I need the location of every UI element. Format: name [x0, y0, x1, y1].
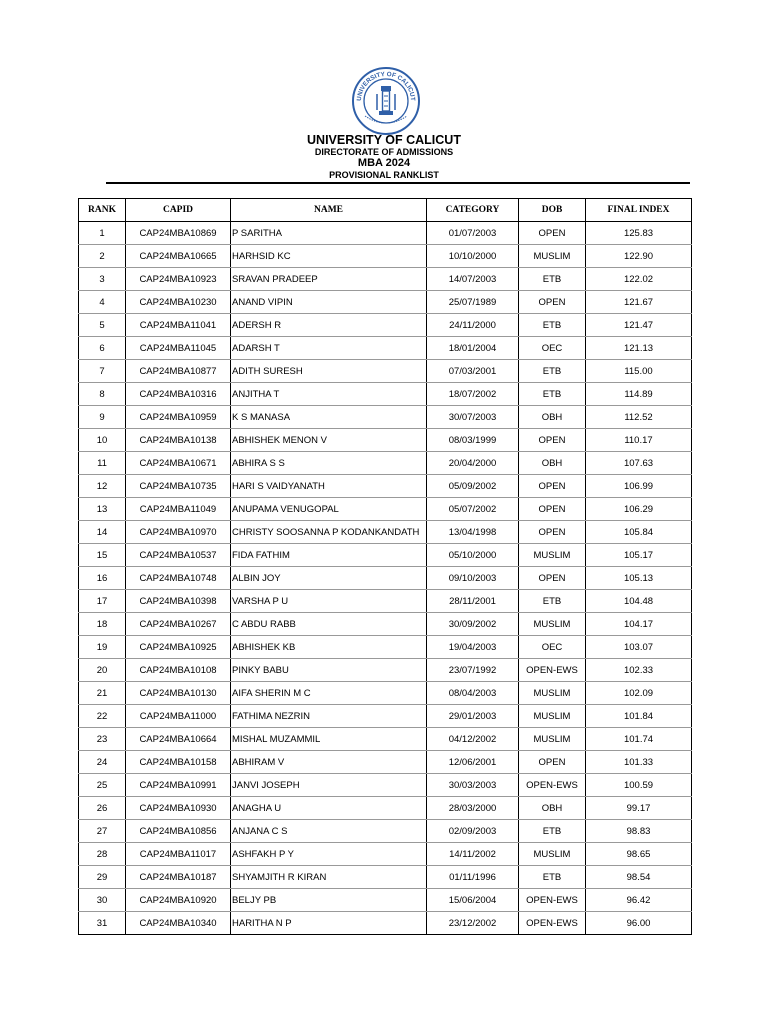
- date-cell: 14/11/2002: [427, 843, 519, 866]
- capid-cell: CAP24MBA10856: [126, 820, 231, 843]
- date-cell: 14/07/2003: [427, 268, 519, 291]
- rank-cell: 5: [79, 314, 126, 337]
- capid-cell: CAP24MBA10398: [126, 590, 231, 613]
- table-row: [79, 245, 692, 268]
- capid-cell: CAP24MBA10267: [126, 613, 231, 636]
- final-index-cell: 99.17: [586, 797, 692, 820]
- table-row: [79, 475, 692, 498]
- name-cell: SRAVAN PRADEEP: [231, 268, 427, 291]
- capid-cell: CAP24MBA10970: [126, 521, 231, 544]
- table-row: [79, 498, 692, 521]
- category-cell: OBH: [519, 406, 586, 429]
- rank-cell: 6: [79, 337, 126, 360]
- name-cell: CHRISTY SOOSANNA P KODANKANDATH: [231, 521, 427, 544]
- capid-cell: CAP24MBA10869: [126, 222, 231, 245]
- date-cell: 30/07/2003: [427, 406, 519, 429]
- date-cell: 08/03/1999: [427, 429, 519, 452]
- date-cell: 23/07/1992: [427, 659, 519, 682]
- table-row: [79, 728, 692, 751]
- table-row: [79, 705, 692, 728]
- capid-cell: CAP24MBA11041: [126, 314, 231, 337]
- category-cell: ETB: [519, 383, 586, 406]
- column-header-dob: DOB: [519, 199, 586, 222]
- final-index-cell: 122.90: [586, 245, 692, 268]
- name-cell: ANAND VIPIN: [231, 291, 427, 314]
- category-cell: OPEN: [519, 498, 586, 521]
- capid-cell: CAP24MBA11045: [126, 337, 231, 360]
- rank-cell: 21: [79, 682, 126, 705]
- date-cell: 05/07/2002: [427, 498, 519, 521]
- name-cell: HARITHA N P: [231, 912, 427, 935]
- column-header-capid: CAPID: [126, 199, 231, 222]
- directorate-title: DIRECTORATE OF ADMISSIONS: [314, 147, 454, 157]
- name-cell: ALBIN JOY: [231, 567, 427, 590]
- name-cell: SHYAMJITH R KIRAN: [231, 866, 427, 889]
- table-row: [79, 590, 692, 613]
- category-cell: OPEN-EWS: [519, 774, 586, 797]
- capid-cell: CAP24MBA10340: [126, 912, 231, 935]
- ranklist-title: PROVISIONAL RANKLIST: [329, 170, 439, 180]
- final-index-cell: 115.00: [586, 360, 692, 383]
- rank-cell: 7: [79, 360, 126, 383]
- capid-cell: CAP24MBA10748: [126, 567, 231, 590]
- rank-cell: 12: [79, 475, 126, 498]
- final-index-cell: 102.33: [586, 659, 692, 682]
- capid-cell: CAP24MBA10665: [126, 245, 231, 268]
- date-cell: 08/04/2003: [427, 682, 519, 705]
- name-cell: ABHISHEK KB: [231, 636, 427, 659]
- category-cell: ETB: [519, 866, 586, 889]
- name-cell: C ABDU RABB: [231, 613, 427, 636]
- category-cell: OPEN: [519, 521, 586, 544]
- rank-cell: 22: [79, 705, 126, 728]
- final-index-cell: 107.63: [586, 452, 692, 475]
- final-index-cell: 98.54: [586, 866, 692, 889]
- university-title: UNIVERSITY OF CALICUT: [307, 133, 461, 147]
- name-cell: AIFA SHERIN M C: [231, 682, 427, 705]
- rank-cell: 16: [79, 567, 126, 590]
- category-cell: OPEN: [519, 475, 586, 498]
- final-index-cell: 96.42: [586, 889, 692, 912]
- table-row: [79, 659, 692, 682]
- seal-text: UNIVERSITY OF CALICUT: [355, 70, 417, 102]
- final-index-cell: 96.00: [586, 912, 692, 935]
- rank-cell: 10: [79, 429, 126, 452]
- final-index-cell: 104.48: [586, 590, 692, 613]
- category-cell: OPEN: [519, 567, 586, 590]
- date-cell: 24/11/2000: [427, 314, 519, 337]
- university-seal-logo: [351, 66, 421, 136]
- capid-cell: CAP24MBA10108: [126, 659, 231, 682]
- category-cell: MUSLIM: [519, 728, 586, 751]
- capid-cell: CAP24MBA10230: [126, 291, 231, 314]
- date-cell: 05/09/2002: [427, 475, 519, 498]
- table-row: [79, 383, 692, 406]
- name-cell: ANUPAMA VENUGOPAL: [231, 498, 427, 521]
- category-cell: OPEN-EWS: [519, 912, 586, 935]
- capid-cell: CAP24MBA10130: [126, 682, 231, 705]
- final-index-cell: 105.13: [586, 567, 692, 590]
- capid-cell: CAP24MBA11049: [126, 498, 231, 521]
- final-index-cell: 103.07: [586, 636, 692, 659]
- program-title: MBA 2024: [357, 157, 411, 169]
- table-row: [79, 751, 692, 774]
- date-cell: 18/01/2004: [427, 337, 519, 360]
- category-cell: OPEN: [519, 222, 586, 245]
- name-cell: FATHIMA NEZRIN: [231, 705, 427, 728]
- date-cell: 18/07/2002: [427, 383, 519, 406]
- category-cell: MUSLIM: [519, 245, 586, 268]
- category-cell: OBH: [519, 797, 586, 820]
- name-cell: ABHIRAM V: [231, 751, 427, 774]
- final-index-cell: 104.17: [586, 613, 692, 636]
- date-cell: 01/11/1996: [427, 866, 519, 889]
- rank-cell: 13: [79, 498, 126, 521]
- capid-cell: CAP24MBA10187: [126, 866, 231, 889]
- table-row: [79, 820, 692, 843]
- rank-cell: 2: [79, 245, 126, 268]
- category-cell: OPEN-EWS: [519, 889, 586, 912]
- table-row: [79, 774, 692, 797]
- category-cell: MUSLIM: [519, 705, 586, 728]
- capid-cell: CAP24MBA11000: [126, 705, 231, 728]
- table-row: [79, 912, 692, 935]
- final-index-cell: 121.13: [586, 337, 692, 360]
- date-cell: 29/01/2003: [427, 705, 519, 728]
- table-row: [79, 521, 692, 544]
- capid-cell: CAP24MBA10930: [126, 797, 231, 820]
- column-header-category: CATEGORY: [427, 199, 519, 222]
- table-row: [79, 406, 692, 429]
- table-row: [79, 682, 692, 705]
- category-cell: OPEN: [519, 751, 586, 774]
- category-cell: MUSLIM: [519, 843, 586, 866]
- table-row: [79, 337, 692, 360]
- name-cell: ANJITHA T: [231, 383, 427, 406]
- rank-cell: 29: [79, 866, 126, 889]
- date-cell: 28/11/2001: [427, 590, 519, 613]
- capid-cell: CAP24MBA10991: [126, 774, 231, 797]
- rank-cell: 11: [79, 452, 126, 475]
- capid-cell: CAP24MBA10735: [126, 475, 231, 498]
- table-row: [79, 843, 692, 866]
- rank-cell: 14: [79, 521, 126, 544]
- category-cell: MUSLIM: [519, 613, 586, 636]
- final-index-cell: 110.17: [586, 429, 692, 452]
- capid-cell: CAP24MBA10959: [126, 406, 231, 429]
- final-index-cell: 98.65: [586, 843, 692, 866]
- capid-cell: CAP24MBA10877: [126, 360, 231, 383]
- ranklist-table: [78, 198, 692, 935]
- date-cell: 04/12/2002: [427, 728, 519, 751]
- date-cell: 01/07/2003: [427, 222, 519, 245]
- name-cell: FIDA FATHIM: [231, 544, 427, 567]
- final-index-cell: 112.52: [586, 406, 692, 429]
- name-cell: ANAGHA U: [231, 797, 427, 820]
- final-index-cell: 106.99: [586, 475, 692, 498]
- rank-cell: 3: [79, 268, 126, 291]
- final-index-cell: 101.84: [586, 705, 692, 728]
- category-cell: OPEN: [519, 429, 586, 452]
- rank-cell: 28: [79, 843, 126, 866]
- rank-cell: 23: [79, 728, 126, 751]
- category-cell: ETB: [519, 820, 586, 843]
- date-cell: 28/03/2000: [427, 797, 519, 820]
- date-cell: 12/06/2001: [427, 751, 519, 774]
- capid-cell: CAP24MBA10671: [126, 452, 231, 475]
- date-cell: 25/07/1989: [427, 291, 519, 314]
- final-index-cell: 98.83: [586, 820, 692, 843]
- name-cell: BELJY PB: [231, 889, 427, 912]
- final-index-cell: 125.83: [586, 222, 692, 245]
- final-index-cell: 122.02: [586, 268, 692, 291]
- category-cell: ETB: [519, 314, 586, 337]
- date-cell: 15/06/2004: [427, 889, 519, 912]
- date-cell: 30/09/2002: [427, 613, 519, 636]
- rank-cell: 15: [79, 544, 126, 567]
- category-cell: OPEN: [519, 291, 586, 314]
- rank-cell: 31: [79, 912, 126, 935]
- name-cell: HARHSID KC: [231, 245, 427, 268]
- name-cell: ABHISHEK MENON V: [231, 429, 427, 452]
- capid-cell: CAP24MBA10925: [126, 636, 231, 659]
- name-cell: VARSHA P U: [231, 590, 427, 613]
- column-header-final-index: FINAL INDEX: [586, 199, 692, 222]
- rank-cell: 18: [79, 613, 126, 636]
- final-index-cell: 100.59: [586, 774, 692, 797]
- rank-cell: 1: [79, 222, 126, 245]
- final-index-cell: 102.09: [586, 682, 692, 705]
- rank-cell: 27: [79, 820, 126, 843]
- rank-cell: 20: [79, 659, 126, 682]
- name-cell: ADITH SURESH: [231, 360, 427, 383]
- name-cell: P SARITHA: [231, 222, 427, 245]
- capid-cell: CAP24MBA10664: [126, 728, 231, 751]
- name-cell: ANJANA C S: [231, 820, 427, 843]
- table-row: [79, 314, 692, 337]
- name-cell: MISHAL MUZAMMIL: [231, 728, 427, 751]
- final-index-cell: 101.33: [586, 751, 692, 774]
- rank-cell: 9: [79, 406, 126, 429]
- date-cell: 20/04/2000: [427, 452, 519, 475]
- name-cell: ABHIRA S S: [231, 452, 427, 475]
- category-cell: MUSLIM: [519, 682, 586, 705]
- rank-cell: 19: [79, 636, 126, 659]
- date-cell: 09/10/2003: [427, 567, 519, 590]
- header-divider: [106, 182, 690, 184]
- final-index-cell: 121.67: [586, 291, 692, 314]
- name-cell: JANVI JOSEPH: [231, 774, 427, 797]
- category-cell: MUSLIM: [519, 544, 586, 567]
- name-cell: PINKY BABU: [231, 659, 427, 682]
- category-cell: ETB: [519, 360, 586, 383]
- date-cell: 05/10/2000: [427, 544, 519, 567]
- final-index-cell: 105.84: [586, 521, 692, 544]
- column-header-rank: RANK: [79, 199, 126, 222]
- rank-cell: 4: [79, 291, 126, 314]
- category-cell: OPEN-EWS: [519, 659, 586, 682]
- capid-cell: CAP24MBA10923: [126, 268, 231, 291]
- table-row: [79, 222, 692, 245]
- name-cell: ASHFAKH P Y: [231, 843, 427, 866]
- rank-cell: 26: [79, 797, 126, 820]
- final-index-cell: 101.74: [586, 728, 692, 751]
- table-row: [79, 636, 692, 659]
- capid-cell: CAP24MBA10316: [126, 383, 231, 406]
- capid-cell: CAP24MBA10138: [126, 429, 231, 452]
- final-index-cell: 106.29: [586, 498, 692, 521]
- final-index-cell: 121.47: [586, 314, 692, 337]
- table-row: [79, 797, 692, 820]
- name-cell: K S MANASA: [231, 406, 427, 429]
- table-row: [79, 429, 692, 452]
- table-row: [79, 360, 692, 383]
- category-cell: OBH: [519, 452, 586, 475]
- rank-cell: 25: [79, 774, 126, 797]
- category-cell: OEC: [519, 636, 586, 659]
- table-row: [79, 567, 692, 590]
- name-cell: ADERSH R: [231, 314, 427, 337]
- table-row: [79, 889, 692, 912]
- rank-cell: 17: [79, 590, 126, 613]
- date-cell: 13/04/1998: [427, 521, 519, 544]
- rank-cell: 24: [79, 751, 126, 774]
- date-cell: 23/12/2002: [427, 912, 519, 935]
- table-row: [79, 291, 692, 314]
- final-index-cell: 114.89: [586, 383, 692, 406]
- date-cell: 10/10/2000: [427, 245, 519, 268]
- category-cell: ETB: [519, 590, 586, 613]
- table-row: [79, 452, 692, 475]
- capid-cell: CAP24MBA10158: [126, 751, 231, 774]
- capid-cell: CAP24MBA10920: [126, 889, 231, 912]
- date-cell: 02/09/2003: [427, 820, 519, 843]
- capid-cell: CAP24MBA10537: [126, 544, 231, 567]
- table-header-row: [79, 199, 692, 222]
- rank-cell: 8: [79, 383, 126, 406]
- category-cell: ETB: [519, 268, 586, 291]
- table-row: [79, 866, 692, 889]
- final-index-cell: 105.17: [586, 544, 692, 567]
- capid-cell: CAP24MBA11017: [126, 843, 231, 866]
- table-row: [79, 544, 692, 567]
- table-row: [79, 613, 692, 636]
- name-cell: ADARSH T: [231, 337, 427, 360]
- date-cell: 19/04/2003: [427, 636, 519, 659]
- date-cell: 07/03/2001: [427, 360, 519, 383]
- date-cell: 30/03/2003: [427, 774, 519, 797]
- table-row: [79, 268, 692, 291]
- name-cell: HARI S VAIDYANATH: [231, 475, 427, 498]
- rank-cell: 30: [79, 889, 126, 912]
- table-body: [79, 222, 692, 935]
- category-cell: OEC: [519, 337, 586, 360]
- column-header-name: NAME: [231, 199, 427, 222]
